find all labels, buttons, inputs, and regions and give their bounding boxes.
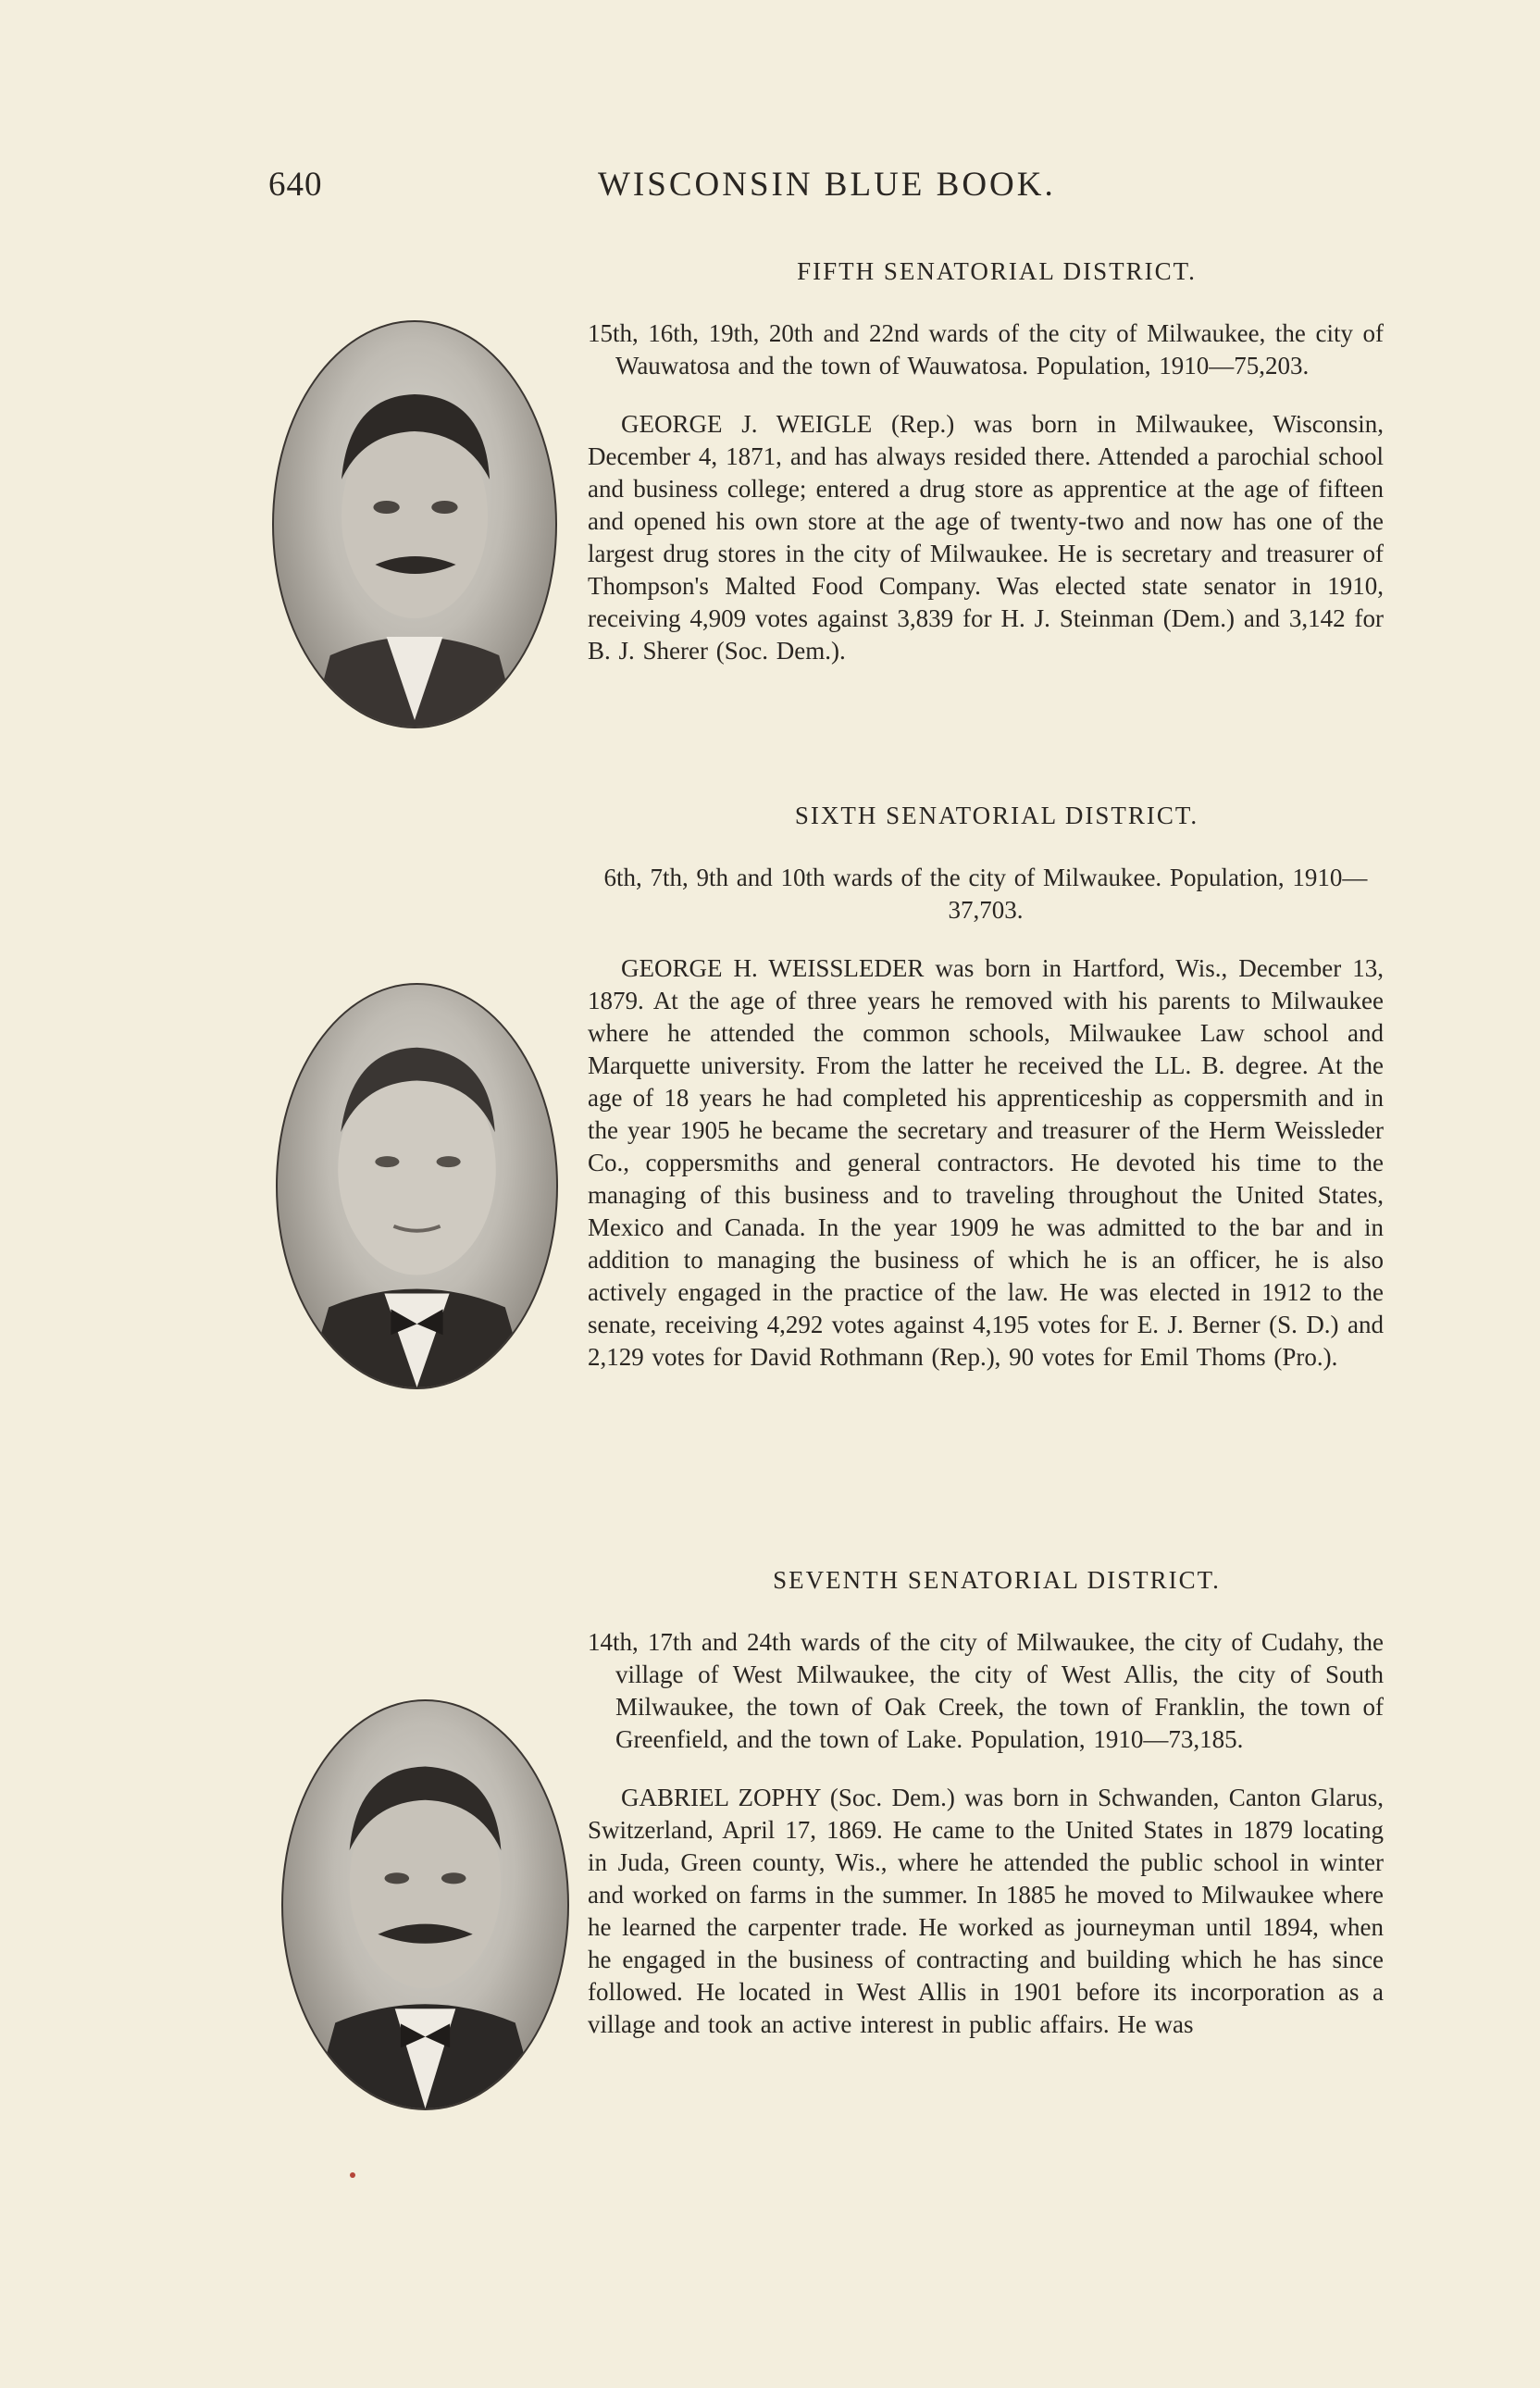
- district-section-fifth: [588, 257, 1384, 667]
- district-wards: 14th, 17th and 24th wards of the city of Milwaukee, the city of Cudahy, the village of West Milwaukee, the city of West Allis, the city of South Milwaukee, the town of Oak Creek, the town of Franklin, the town of Greenfield, and the town of Lake. Population, 1910—73,185.: [588, 1628, 1384, 1753]
- running-title: WISCONSIN BLUE BOOK.: [598, 166, 1056, 204]
- district-title: SEVENTH SENATORIAL DISTRICT.: [773, 1566, 1221, 1594]
- ink-speck: [350, 2172, 355, 2178]
- portrait-george-h-weissleder: [276, 983, 558, 1389]
- senator-biography: GABRIEL ZOPHY (Soc. Dem.) was born in Schwanden, Canton Glarus, Switzerland, April 17, 1869. He came to the United States in 1879 locating in Juda, Green county, Wis., where he attended the public school in winter and worked on farms in the summer. In 1885 he moved to Milwaukee where he learned the carpenter trade. He worked as journeyman until 1894, when he engaged in the business of contracting and building which he has since followed. He located in West Allis in 1901 before its incorporation as a village and took an active interest in public affairs. He was: [588, 1784, 1384, 2038]
- portrait-george-j-weigle: [272, 320, 557, 728]
- district-wards: 15th, 16th, 19th, 20th and 22nd wards of the city of Milwaukee, the city of Wauwatosa and the town of Wauwatosa. Population, 1910—75,203.: [588, 319, 1384, 379]
- district-title: FIFTH SENATORIAL DISTRICT.: [797, 257, 1197, 285]
- portrait-gabriel-zophy: [281, 1699, 569, 2110]
- page-number: 640: [268, 166, 323, 204]
- senator-biography: GEORGE J. WEIGLE (Rep.) was born in Milwaukee, Wisconsin, December 4, 1871, and has always resided there. Attended a parochial school and business college; entered a drug store as apprentice at the age of fifteen and opened his own store at the age of twenty-two and now has one of the largest drug stores in the city of Milwaukee. He is secretary and treasurer of Thompson's Malted Food Company. Was elected state senator in 1910, receiving 4,909 votes against 3,839 for H. J. Steinman (Dem.) and 3,142 for B. J. Sherer (Soc. Dem.).: [588, 410, 1384, 665]
- district-wards: 6th, 7th, 9th and 10th wards of the city of Milwaukee. Population, 1910—37,703.: [603, 864, 1368, 924]
- district-section-seventh: [588, 1566, 1384, 2041]
- district-section-sixth: [588, 802, 1384, 1374]
- page-header: [268, 165, 1472, 211]
- district-title: SIXTH SENATORIAL DISTRICT.: [794, 802, 1199, 829]
- senator-biography: GEORGE H. WEISSLEDER was born in Hartford, Wis., December 13, 1879. At the age of three years he removed with his parents to Milwaukee where he attended the common schools, Milwaukee Law school and Marquette university. From the latter he received the LL. B. degree. At the age of 18 years he had completed his apprenticeship as coppersmith and in the year 1905 he became the secretary and treasurer of the Herm Weissleder Co., coppersmiths and general contractors. He devoted his time to the managing of this business and to traveling throughout the United States, Mexico and Canada. In the year 1909 he was admitted to the bar and in addition to managing the business of which he is an officer, he is also actively engaged in the practice of the law. He was elected in 1912 to the senate, receiving 4,292 votes against 4,195 votes for E. J. Berner (S. D.) and 2,129 votes for David Rothmann (Rep.), 90 votes for Emil Thoms (Pro.).: [588, 954, 1384, 1371]
